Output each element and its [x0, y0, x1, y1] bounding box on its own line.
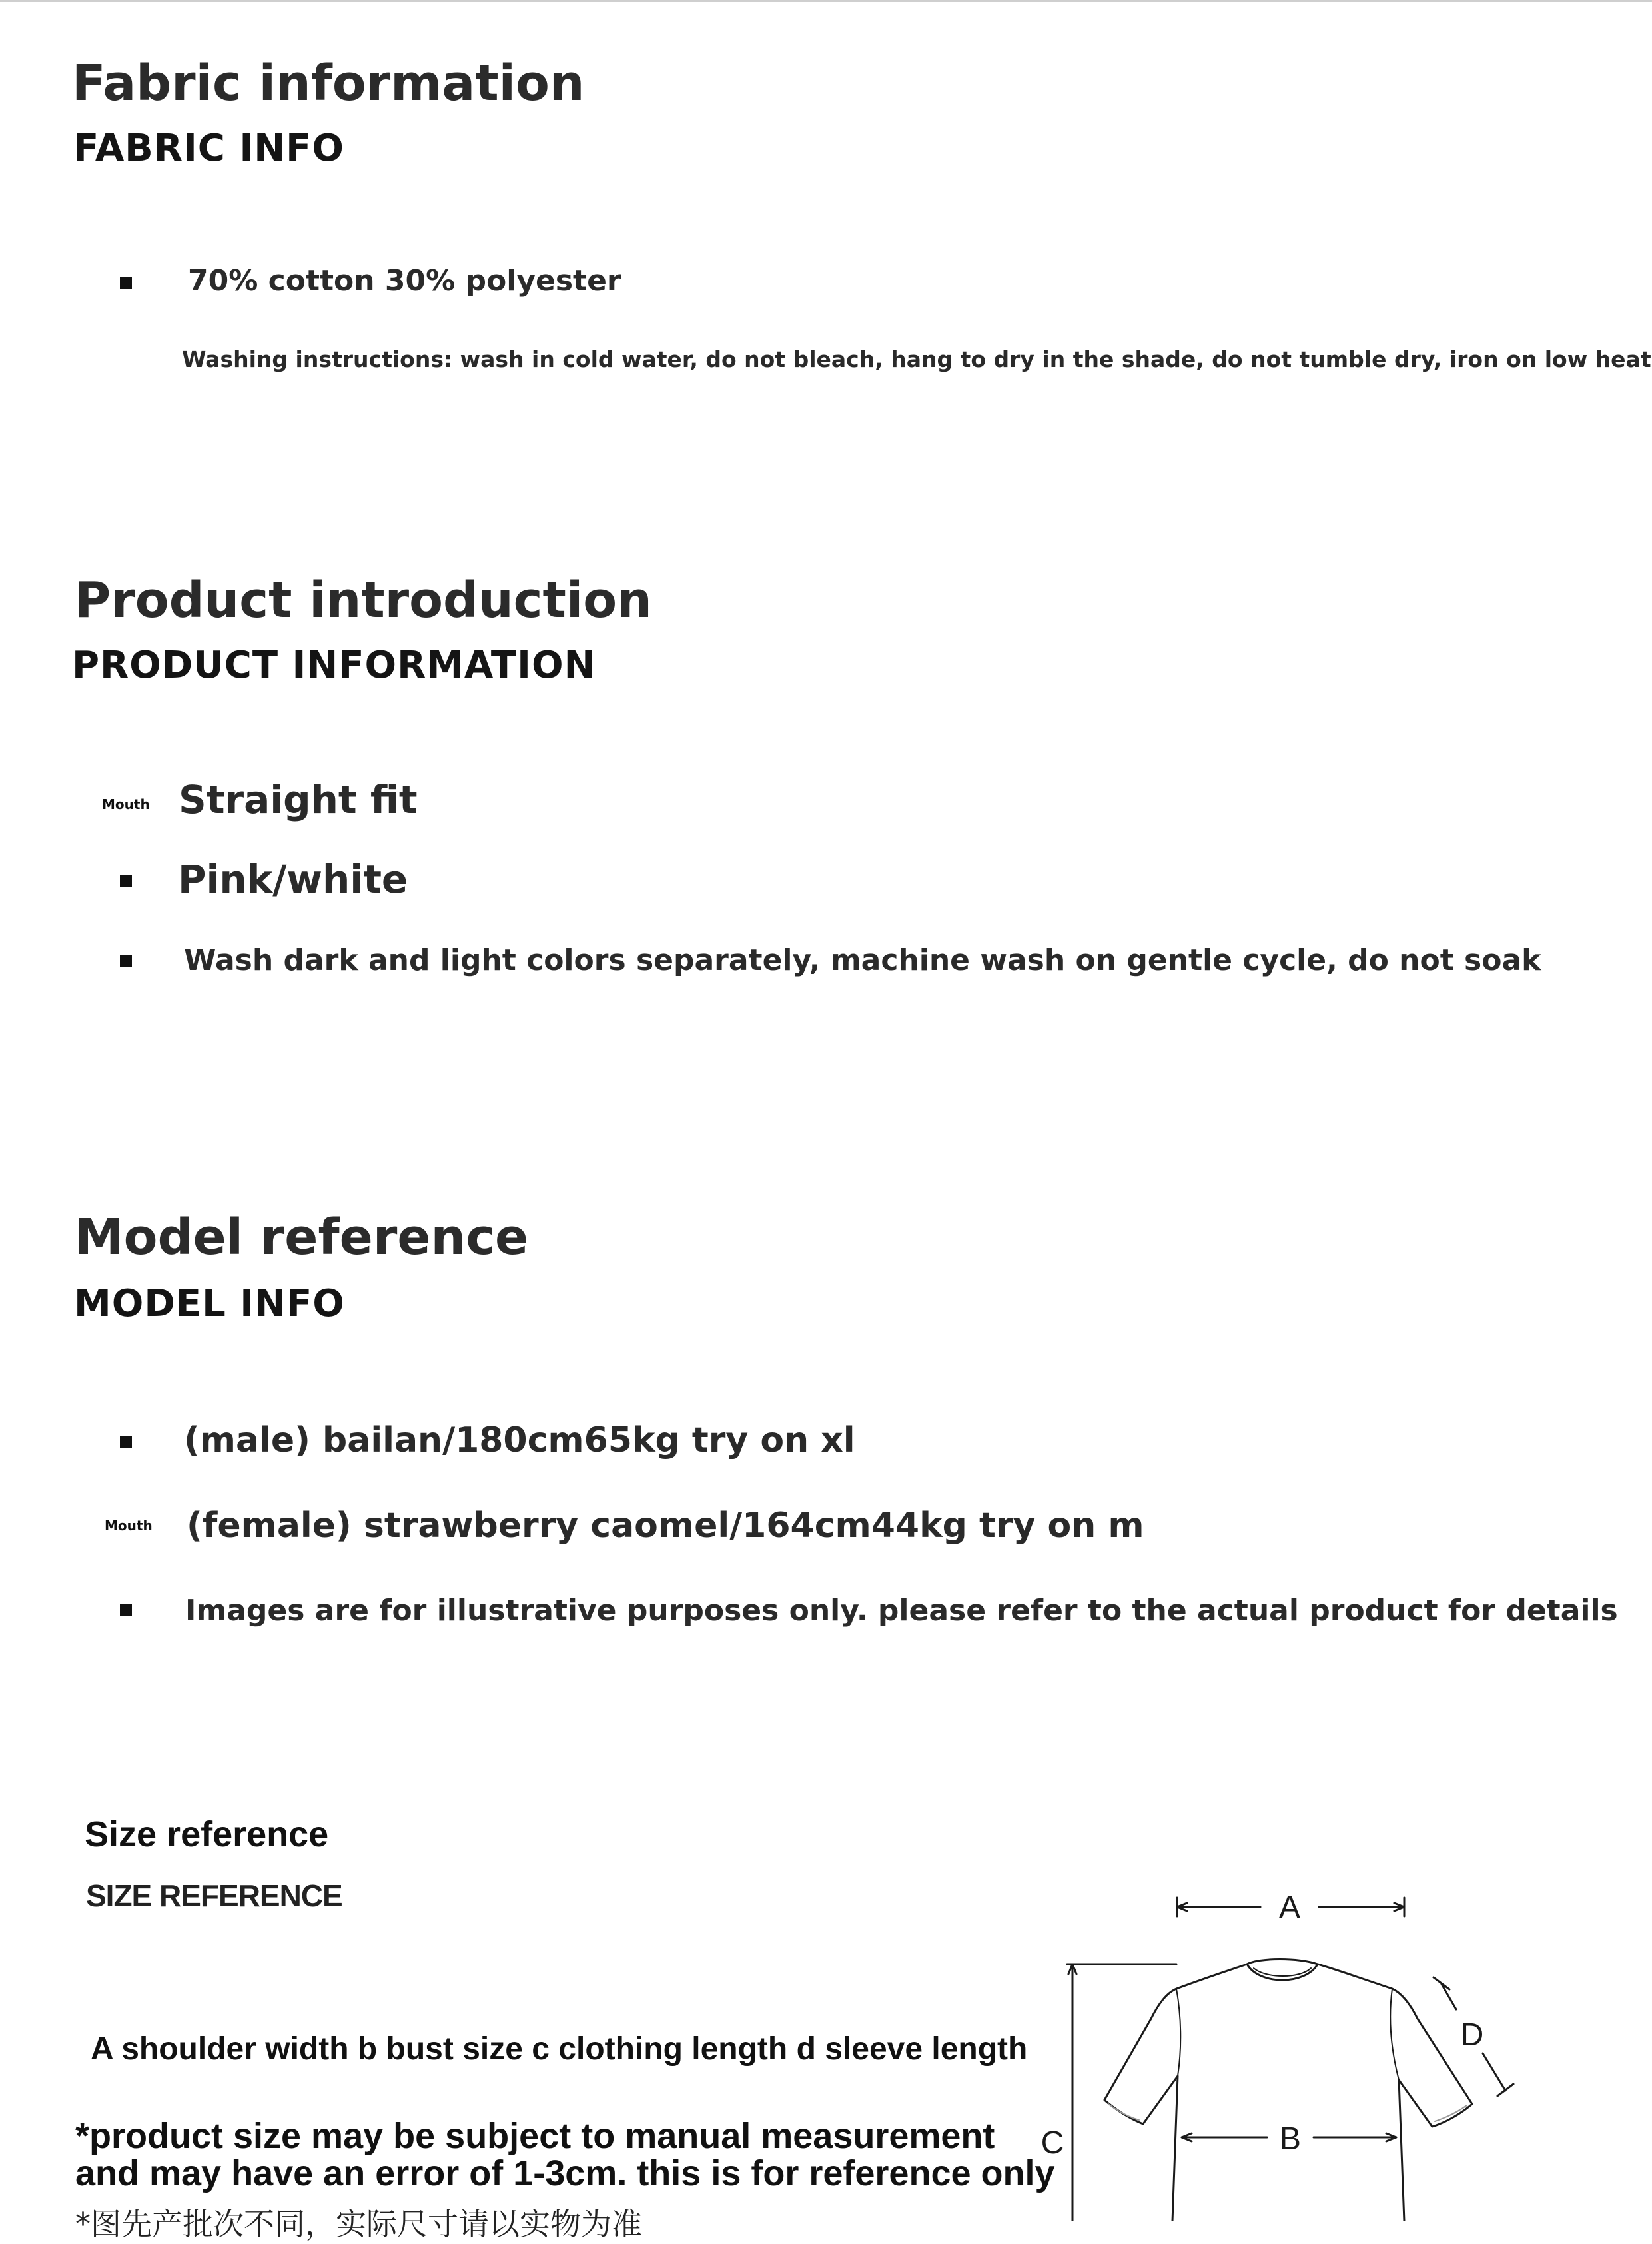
dim-d-label: D	[1460, 2017, 1484, 2053]
fabric-title: Fabric information	[72, 55, 585, 112]
bullet-mouth-marker: Mouth	[102, 796, 150, 812]
tshirt-collar-inner	[1254, 1968, 1311, 1976]
size-legend: A shoulder width b bust size c clothing length d sleeve length	[91, 2031, 1028, 2067]
model-title: Model reference	[75, 1209, 529, 1266]
bullet-square-icon	[120, 955, 132, 967]
bullet-mouth-marker: Mouth	[105, 1518, 153, 1534]
model-subtitle: MODEL INFO	[74, 1282, 345, 1325]
product-item-care: Wash dark and light colors separately, machine wash on gentle cycle, do not soak	[184, 943, 1541, 977]
size-subtitle: SIZE REFERENCE	[86, 1878, 342, 1913]
tshirt-outline-right	[1247, 1960, 1472, 2222]
washing-instructions: Washing instructions: wash in cold water, do not bleach, hang to dry in the shade, do not tumble dry, iron on low heat	[182, 346, 1651, 372]
dim-d-bottom-tick	[1497, 2084, 1513, 2096]
bullet-square-icon	[120, 1604, 132, 1616]
fabric-subtitle: FABRIC INFO	[73, 127, 344, 170]
product-item-fit: Straight fit	[179, 777, 418, 822]
bullet-square-icon	[120, 277, 132, 289]
dim-c-label: C	[1040, 2125, 1064, 2161]
dim-d-line-bottom	[1483, 2053, 1505, 2091]
size-note-line1: *product size may be subject to manual measurement	[75, 2116, 995, 2156]
model-item-female: (female) strawberry caomel/164cm44kg try on m	[187, 1506, 1144, 1546]
dim-a-label: A	[1278, 1890, 1301, 1925]
model-item-male: (male) bailan/180cm65kg try on xl	[184, 1420, 855, 1460]
tshirt-outline-left	[1104, 1964, 1247, 2221]
product-title: Product introduction	[75, 572, 652, 629]
size-note-line2: and may have an error of 1-3cm. this is for reference only	[75, 2153, 1055, 2193]
size-note-cn: *图先产批次不同，实际尺寸请以实物为准	[75, 2206, 642, 2242]
bullet-square-icon	[120, 875, 132, 887]
bullet-square-icon	[120, 1436, 132, 1448]
dim-b-label: B	[1279, 2121, 1302, 2157]
top-divider	[0, 0, 1652, 2]
model-item-disclaimer: Images are for illustrative purposes only. please refer to the actual product for details	[185, 1594, 1618, 1628]
fabric-item: 70% cotton 30% polyester	[188, 264, 621, 298]
product-subtitle: PRODUCT INFORMATION	[72, 644, 596, 687]
tshirt-size-diagram	[1039, 1879, 1545, 2221]
tshirt-right-seam	[1390, 1989, 1399, 2080]
tshirt-left-seam	[1176, 1989, 1180, 2076]
size-title: Size reference	[85, 1814, 329, 1854]
product-item-color: Pink/white	[178, 857, 408, 902]
tshirt-collar	[1247, 1964, 1318, 1980]
